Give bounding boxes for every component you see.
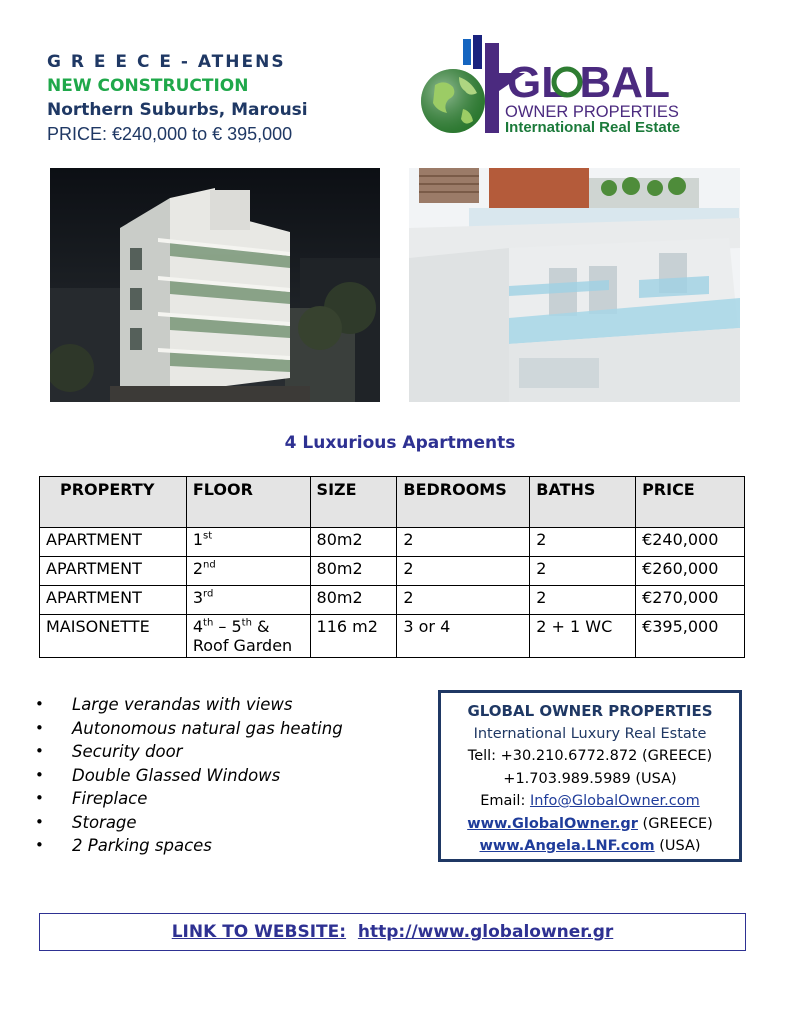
company-name: GLOBAL OWNER PROPERTIES <box>467 702 713 720</box>
email-line: Email: Info@GlobalOwner.com <box>480 793 700 809</box>
location-title: G R E E C E - ATHENS <box>47 52 286 72</box>
logo-line3: International Real Estate <box>505 119 681 136</box>
col-header: BATHS <box>530 477 636 528</box>
contact-box <box>438 690 742 862</box>
cell-size: 116 m2 <box>310 615 397 658</box>
list-item: • 2 Parking spaces <box>28 834 343 858</box>
construction-label: NEW CONSTRUCTION <box>47 76 249 96</box>
phone-greece: Tell: +30.210.6772.872 (GREECE) <box>467 748 713 764</box>
building-photo-front <box>50 168 380 402</box>
globe-house-icon <box>421 69 485 133</box>
company-tagline: International Luxury Real Estate <box>473 725 707 742</box>
col-header: BEDROOMS <box>397 477 530 528</box>
site-usa-line: www.Angela.LNF.com (USA) <box>479 838 701 854</box>
table-row <box>40 528 745 557</box>
site-greece-line: www.GlobalOwner.gr (GREECE) <box>467 815 713 832</box>
logo-word: GL BAL <box>507 58 670 107</box>
cell-property: APARTMENT <box>40 586 187 615</box>
site-usa-link[interactable]: www.Angela.LNF.com <box>479 838 655 854</box>
cell-price: €260,000 <box>636 557 745 586</box>
subtitle: 4 Luxurious Apartments <box>284 433 516 453</box>
apartments-table <box>39 476 745 658</box>
website-link-label: LINK TO WEBSITE: <box>171 922 347 942</box>
cell-bedrooms: 2 <box>397 528 530 557</box>
website-link-box[interactable] <box>39 913 746 951</box>
cell-floor: 4th – 5th & Roof Garden <box>186 615 310 658</box>
cell-size: 80m2 <box>310 528 397 557</box>
table-row <box>40 557 745 586</box>
cell-price: €395,000 <box>636 615 745 658</box>
table-row <box>40 615 745 658</box>
table-header-row <box>40 477 745 528</box>
col-header: PROPERTY <box>40 477 187 528</box>
logo-line2: OWNER PROPERTIES <box>505 103 679 121</box>
cell-floor: 3rd <box>186 586 310 615</box>
cell-baths: 2 <box>530 557 636 586</box>
global-owner-logo <box>415 33 715 143</box>
listing-header <box>47 50 308 146</box>
list-item: • Security door <box>28 740 343 764</box>
cell-price: €240,000 <box>636 528 745 557</box>
list-item: • Autonomous natural gas heating <box>28 717 343 741</box>
cell-bedrooms: 2 <box>397 557 530 586</box>
cell-floor: 2nd <box>186 557 310 586</box>
list-item: • Fireplace <box>28 787 343 811</box>
area-label: Northern Suburbs, Marousi <box>47 100 308 120</box>
cell-property: APARTMENT <box>40 528 187 557</box>
list-item: • Large verandas with views <box>28 693 343 717</box>
cell-size: 80m2 <box>310 557 397 586</box>
list-item: • Double Glassed Windows <box>28 764 343 788</box>
cell-floor: 1st <box>186 528 310 557</box>
cell-baths: 2 <box>530 528 636 557</box>
cell-price: €270,000 <box>636 586 745 615</box>
website-link[interactable]: http://www.globalowner.gr <box>357 922 614 942</box>
cell-bedrooms: 2 <box>397 586 530 615</box>
cell-baths: 2 <box>530 586 636 615</box>
cell-baths: 2 + 1 WC <box>530 615 636 658</box>
cell-property: MAISONETTE <box>40 615 187 658</box>
site-greece-link[interactable]: www.GlobalOwner.gr <box>467 815 638 832</box>
col-header: SIZE <box>310 477 397 528</box>
list-item: • Storage <box>28 811 343 835</box>
price-range: PRICE: €240,000 to € 395,000 <box>47 124 293 144</box>
col-header: PRICE <box>636 477 745 528</box>
table-row <box>40 586 745 615</box>
cell-bedrooms: 3 or 4 <box>397 615 530 658</box>
col-header: FLOOR <box>186 477 310 528</box>
email-link[interactable]: Info@GlobalOwner.com <box>529 793 700 809</box>
building-photo-balcony <box>409 168 740 402</box>
cell-property: APARTMENT <box>40 557 187 586</box>
phone-usa: +1.703.989.5989 (USA) <box>503 770 677 787</box>
features-list <box>28 693 343 858</box>
cell-size: 80m2 <box>310 586 397 615</box>
